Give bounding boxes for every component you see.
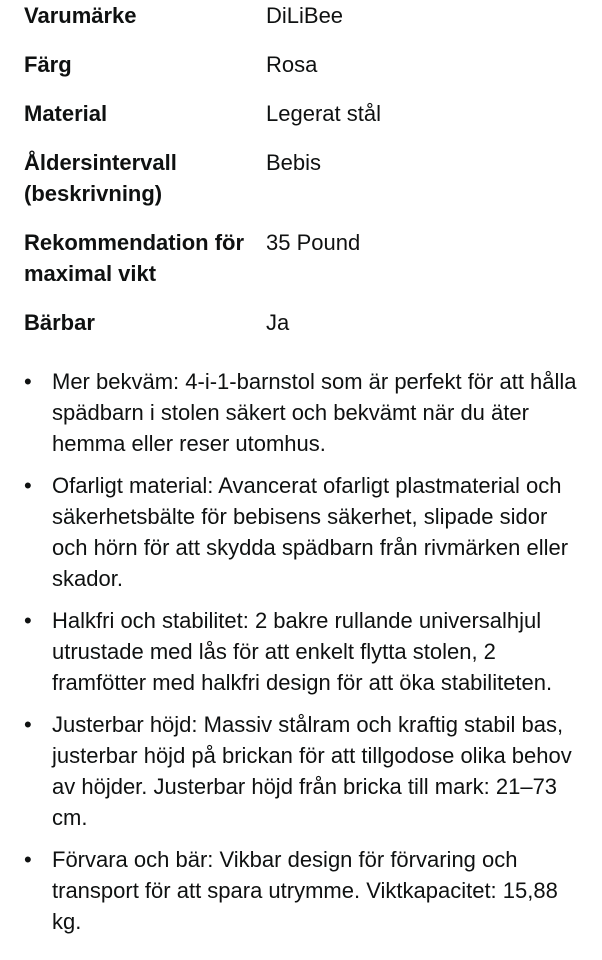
list-item [24, 709, 580, 833]
spec-value: Legerat stål [266, 101, 381, 126]
spec-row-brand [24, 0, 584, 31]
list-item [24, 605, 580, 698]
bullet-text: Förvara och bär: Vikbar design för förvaring och transport för att spara utrymme. Viktkapacitet: 15,88 kg. [52, 847, 558, 934]
spec-label: Färg [24, 52, 72, 77]
spec-value: Rosa [266, 52, 318, 77]
feature-bullet-list [24, 366, 580, 948]
spec-label: Material [24, 101, 108, 126]
spec-label: Åldersintervall (beskrivning) [24, 150, 177, 206]
spec-value: 35 Pound [266, 230, 361, 255]
spec-value: Ja [266, 310, 290, 335]
bullet-text: Ofarligt material: Avancerat ofarligt plastmaterial och säkerhetsbälte för bebisens säkerhet, slipade sidor och hörn för att skydda spädbarn från rivmärken eller skador. [52, 473, 569, 591]
bullet-text: Halkfri och stabilitet: 2 bakre rullande universalhjul utrustade med lås för att enkelt flytta stolen, 2 framfötter med halkfri design för att öka stabiliteten. [52, 608, 553, 695]
spec-label: Varumärke [24, 3, 137, 28]
spec-label: Bärbar [24, 310, 95, 335]
spec-value: Bebis [266, 150, 322, 175]
spec-row-portable [24, 307, 584, 338]
bullet-icon: • [24, 369, 32, 394]
spec-row-age-range [24, 147, 584, 209]
product-specs-table [24, 0, 584, 356]
spec-row-color [24, 49, 584, 80]
spec-label: Rekommendation för maximal vikt [24, 230, 245, 286]
list-item [24, 470, 580, 594]
spec-value: DiLiBee [266, 3, 344, 28]
bullet-icon: • [24, 847, 32, 872]
list-item [24, 366, 580, 459]
bullet-icon: • [24, 608, 32, 633]
list-item [24, 844, 580, 937]
bullet-text: Justerbar höjd: Massiv stålram och kraftig stabil bas, justerbar höjd på brickan för att tillgodose olika behov av höjder. Justerbar höjd från bricka till mark: 21–73 cm. [52, 712, 572, 830]
bullet-text: Mer bekväm: 4-i-1-barnstol som är perfekt för att hålla spädbarn i stolen säkert och bekvämt när du äter hemma eller reser utomhus. [52, 369, 577, 456]
spec-row-material [24, 98, 584, 129]
bullet-icon: • [24, 473, 32, 498]
spec-row-max-weight [24, 227, 584, 289]
bullet-icon: • [24, 712, 32, 737]
